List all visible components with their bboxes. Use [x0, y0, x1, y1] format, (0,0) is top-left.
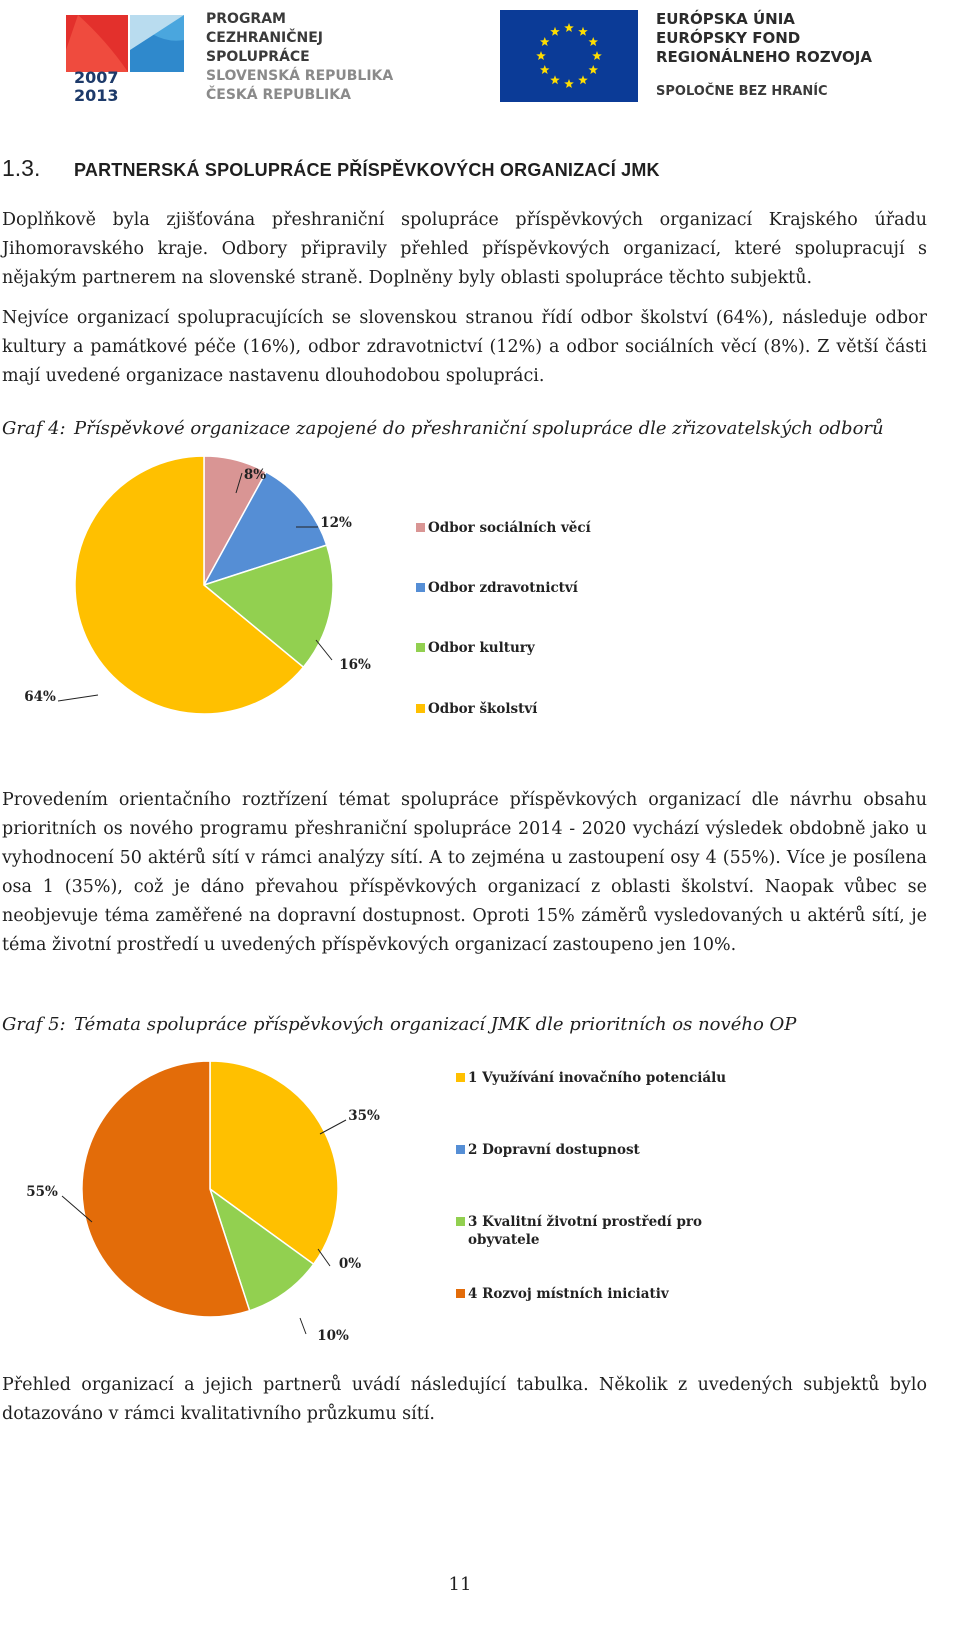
legend-swatch	[456, 1145, 465, 1154]
data-label: 12%	[320, 515, 352, 531]
program-line-4: SLOVENSKÁ REPUBLIKA	[206, 68, 394, 84]
eu-flag-icon	[500, 10, 638, 102]
paragraph-2: Nejvíce organizací spolupracujících se slovenskou stranou řídí odbor školství (64%), následuje odbor kultury a památkové péče (16%), odbor zdravotnictví (12%) a odbor sociálních věcí (8%). Z větší části mají uvedené organizace nastavenu dlouhodobou spolupráci.	[2, 308, 927, 386]
data-label: 10%	[317, 1328, 349, 1344]
legend-swatch	[456, 1289, 465, 1298]
graf4-pie-chart	[0, 455, 960, 775]
legend-label: 2 Dopravní dostupnost	[468, 1142, 640, 1158]
program-logo-text	[206, 10, 393, 105]
legend-swatch	[456, 1217, 465, 1226]
eu-logo-text	[656, 10, 872, 67]
eu-line-1: EURÓPSKA ÚNIA	[656, 10, 795, 28]
paragraph-4: Přehled organizací a jejich partnerů uvádí následující tabulka. Několik z uvedených subjektů bylo dotazováno v rámci kvalitativního průzkumu sítí.	[2, 1375, 927, 1424]
legend-swatch	[416, 704, 425, 713]
data-label: 8%	[243, 467, 267, 483]
section-title	[2, 155, 942, 182]
program-line-5: ČESKÁ REPUBLIKA	[206, 87, 351, 103]
program-line-3: SPOLUPRÁCE	[206, 49, 310, 65]
eu-star-icon	[536, 51, 546, 60]
graf4-label: Graf 4:	[2, 418, 66, 439]
legend-swatch	[456, 1073, 465, 1082]
data-label: 35%	[348, 1108, 380, 1124]
graf5-caption	[2, 1014, 932, 1035]
program-logo	[66, 10, 436, 105]
program-line-1: PROGRAM	[206, 11, 286, 27]
paragraph-3: Provedením orientačního roztřízení témat spolupráce příspěvkových organizací dle návrhu obsahu prioritních os nového programu přeshraniční spolupráce 2014 - 2020 vychází výsledek obdobně jako u vyhodnocení 50 aktérů sítí v rámci analýzy sítí. A to zejména u zastoupení osy 4 (55%). Více je posílena osa 1 (35%), což je dáno převahou příspěvkových organizací z oblasti školství. Naopak vůbec se neobjevuje téma zaměřené na dopravní dostupnost. Oproti 15% záměrů vysledovaných u aktérů sítí, je téma životní prostředí u uvedených příspěvkových organizací zastoupeno jen 10%.	[2, 790, 927, 955]
data-label: 64%	[24, 689, 56, 705]
eu-star-icon	[589, 37, 599, 46]
page-number: 11	[448, 1574, 472, 1595]
legend-label: Odbor školství	[428, 701, 538, 717]
legend-label: Odbor kultury	[428, 640, 535, 656]
leader-line	[58, 695, 98, 701]
eu-logo	[500, 10, 920, 105]
eu-star-icon	[550, 75, 560, 84]
graf5-text: Témata spolupráce příspěvkových organizací JMK dle prioritních os nového OP	[74, 1014, 797, 1035]
legend-swatch	[416, 583, 425, 592]
eu-star-icon	[540, 37, 550, 46]
program-year-end: 2013	[74, 86, 119, 105]
graf4-text: Příspěvkové organizace zapojené do přeshraniční spolupráce dle zřizovatelských odborů	[74, 418, 884, 439]
eu-line-3: REGIONÁLNEHO ROZVOJA	[656, 48, 872, 66]
paragraph-1: Doplňkově byla zjišťována přeshraniční spolupráce příspěvkových organizací Krajského úřadu Jihomoravského kraje. Odbory připravily přehled příspěvkových organizací, které spolupracují s nějakým partnerem na slovenské straně. Doplněny byly oblasti spolupráce těchto subjektů.	[2, 210, 927, 288]
eu-star-icon	[578, 75, 588, 84]
eu-star-icon	[589, 65, 599, 74]
data-label: 0%	[338, 1256, 362, 1272]
legend-label: 3 Kvalitní životní prostředí pro obyvatele	[468, 1214, 702, 1248]
legend-label: 4 Rozvoj místních iniciativ	[468, 1286, 669, 1302]
graf5-label: Graf 5:	[2, 1014, 66, 1035]
eu-star-icon	[550, 27, 560, 36]
section-heading: PARTNERSKÁ SPOLUPRÁCE PŘÍSPĚVKOVÝCH ORGANIZACÍ JMK	[74, 160, 660, 180]
eu-star-icon	[540, 65, 550, 74]
section-number: 1.3.	[2, 155, 41, 181]
legend-label: Odbor sociálních věcí	[428, 520, 591, 536]
data-label: 16%	[339, 657, 371, 673]
eu-star-icon	[578, 27, 588, 36]
graf4-caption	[2, 418, 932, 439]
graf5-pie-chart	[0, 1050, 960, 1360]
legend-label: Odbor zdravotnictví	[428, 580, 578, 596]
leader-line	[320, 1120, 346, 1134]
program-line-2: CEZHRANIČNEJ	[206, 30, 324, 46]
eu-line-2: EURÓPSKY FOND	[656, 29, 801, 47]
eu-star-icon	[564, 79, 574, 88]
leader-line	[316, 640, 332, 660]
leader-line	[300, 1318, 306, 1334]
legend-label: 1 Využívání inovačního potenciálu	[468, 1070, 727, 1086]
eu-star-icon	[592, 51, 602, 60]
legend-swatch	[416, 643, 425, 652]
legend-swatch	[416, 523, 425, 532]
page-header	[0, 0, 960, 115]
eu-star-icon	[564, 23, 574, 32]
program-year-start: 2007	[74, 68, 119, 87]
eu-slogan: SPOLOČNE BEZ HRANÍC	[656, 84, 828, 99]
leader-line	[318, 1249, 330, 1266]
data-label: 55%	[26, 1184, 58, 1200]
